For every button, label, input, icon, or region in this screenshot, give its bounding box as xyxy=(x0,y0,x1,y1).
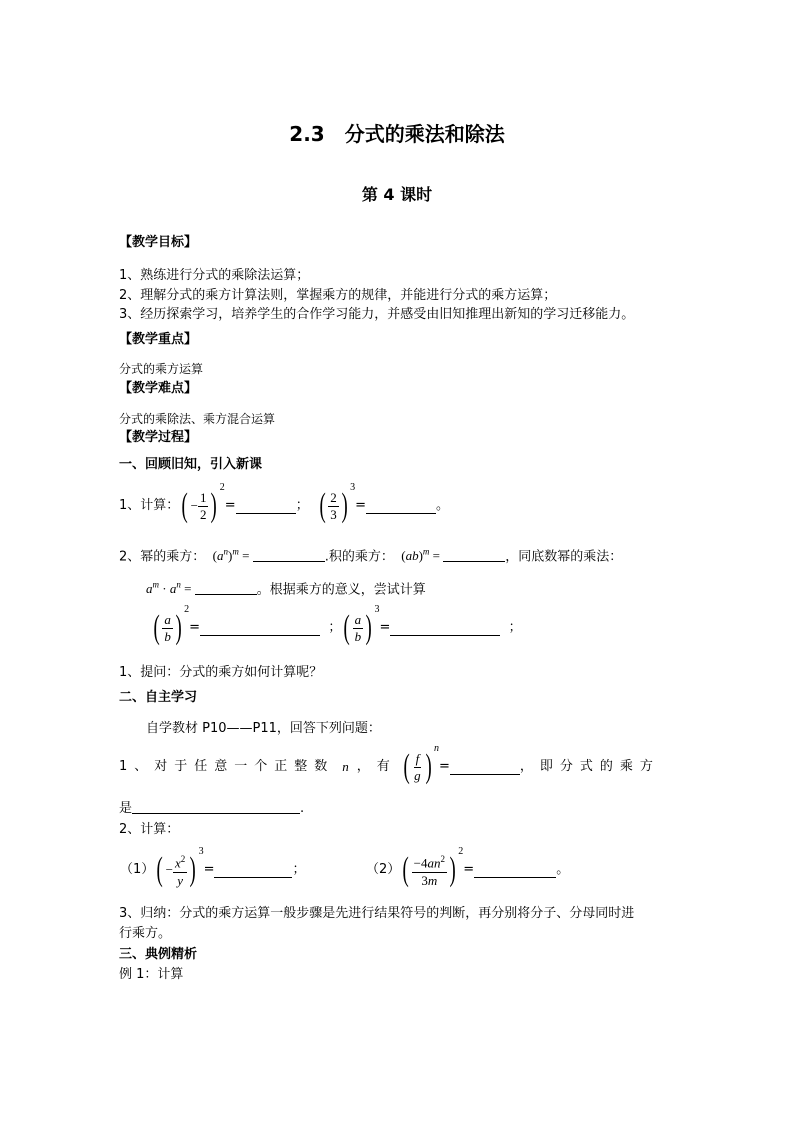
s1-text: ，有 xyxy=(356,759,397,774)
self-study-question-2: 2、计算： xyxy=(119,822,180,837)
q2-text: ，同底数幂的乘法： xyxy=(505,549,623,565)
answer-blank[interactable] xyxy=(132,799,300,814)
q2-text: 。根据乘方的意义，尝试计算 xyxy=(256,582,426,598)
math-expression: ( $\frac{f}{g}$ ) n xyxy=(403,743,439,785)
question-3: 1、提问：分式的乘方如何计算呢？ xyxy=(119,665,323,680)
self-study-question-1-line-2: 是 . xyxy=(119,801,305,816)
answer-blank[interactable] xyxy=(195,580,257,595)
process-header: 【教学过程】 xyxy=(119,430,198,445)
s1-text: 是 xyxy=(119,801,133,816)
answer-blank[interactable] xyxy=(214,863,292,878)
key-text: 分式的乘方运算 xyxy=(119,362,204,376)
key-header: 【教学重点】 xyxy=(119,332,198,347)
math-expression: ( $\frac{a}{b}$ ) 3 xyxy=(343,604,380,646)
page-title: 2.3 分式的乘法和除法 xyxy=(289,122,505,146)
answer-blank[interactable] xyxy=(366,499,436,514)
s2-item-1: （1） ( − $\frac{x^2}{y}$ ) 3 = ； xyxy=(120,846,306,888)
self-study-question-1: 1、对于任意一个正整数 n ，有 ( $\frac{f}{g}$ ) n = ，即分式的乘方 xyxy=(119,743,660,785)
math-expression: ( − $\frac{x^2}{y}$ ) 3 xyxy=(156,846,204,888)
difficulty-header: 【教学难点】 xyxy=(119,381,198,396)
page-subtitle: 第 4 课时 xyxy=(361,185,433,204)
math-expression: ( $\frac{2}{3}$ ) 3 xyxy=(319,482,356,524)
self-study-question-3: 3、归纳：分式的乘方运算一般步骤是先进行结果符号的判断，再分别将分子、分母同时进 xyxy=(119,906,635,921)
part-3-heading: 三、典例精析 xyxy=(119,947,198,962)
answer-blank[interactable] xyxy=(200,621,320,636)
difficulty-text: 分式的乘除法、乘方混合运算 xyxy=(119,412,276,426)
s1-text: ，即分式的乘方 xyxy=(519,759,660,774)
q2-label: 2、幂的乘方： xyxy=(119,549,206,565)
item-number: （2） xyxy=(366,862,401,877)
goal-1: 1、熟练进行分式的乘除法运算； xyxy=(119,268,310,283)
q2-text: .积的乘方： xyxy=(324,549,394,565)
answer-blank[interactable] xyxy=(390,621,500,636)
goals-header: 【教学目标】 xyxy=(119,235,198,250)
answer-blank[interactable] xyxy=(443,547,505,562)
math-expression: ( − $\frac{1}{2}$ ) 2 xyxy=(181,482,225,524)
math-expression: ( $\frac{a}{b}$ ) 2 xyxy=(153,604,190,646)
goal-3: 3、经历探索学习，培养学生的合作学习能力，并感受由旧知推理出新知的学习迁移能力。 xyxy=(119,307,635,322)
s1-text: 1、对于任意一个正整数 xyxy=(119,759,335,774)
question-2-fractions: ( $\frac{a}{b}$ ) 2 = ； ( $\frac{a}{b}$ ) 3 = ； xyxy=(151,605,522,651)
s2-item-2: （2） ( $\frac{-4an^2}{3m}$ ) 2 = 。 xyxy=(366,846,570,888)
answer-blank[interactable] xyxy=(450,760,520,775)
goal-2: 2、理解分式的乘方计算法则，掌握乘方的规律，并能进行分式的乘方运算； xyxy=(119,288,557,303)
q1-label: 1、计算： xyxy=(119,498,180,513)
self-study-question-3-cont: 行乘方。 xyxy=(119,926,172,941)
part-1-heading: 一、回顾旧知，引入新课 xyxy=(119,457,263,472)
question-2: 2、幂的乘方： $(a^n)^m$ = .积的乘方： (ab)$^m$ = ，同底数幂的乘法： xyxy=(119,547,623,565)
question-1: 1、计算： ( − $\frac{1}{2}$ ) 2 = ； ( $\frac{2}{3}$ ) 3 = 。 xyxy=(119,482,450,524)
item-number: （1） xyxy=(120,862,155,877)
answer-blank[interactable] xyxy=(236,499,296,514)
answer-blank[interactable] xyxy=(474,863,556,878)
answer-blank[interactable] xyxy=(253,547,325,562)
question-2-line-2: $a^m \cdot a^n$ = 。根据乘方的意义，尝试计算 xyxy=(146,580,426,598)
example-1: 例 1：计算 xyxy=(119,967,184,982)
self-study-text: 自学教材 P10——P11，回答下列问题： xyxy=(146,721,381,736)
part-2-heading: 二、自主学习 xyxy=(119,690,198,705)
math-expression: ( $\frac{-4an^2}{3m}$ ) 2 xyxy=(402,846,464,888)
